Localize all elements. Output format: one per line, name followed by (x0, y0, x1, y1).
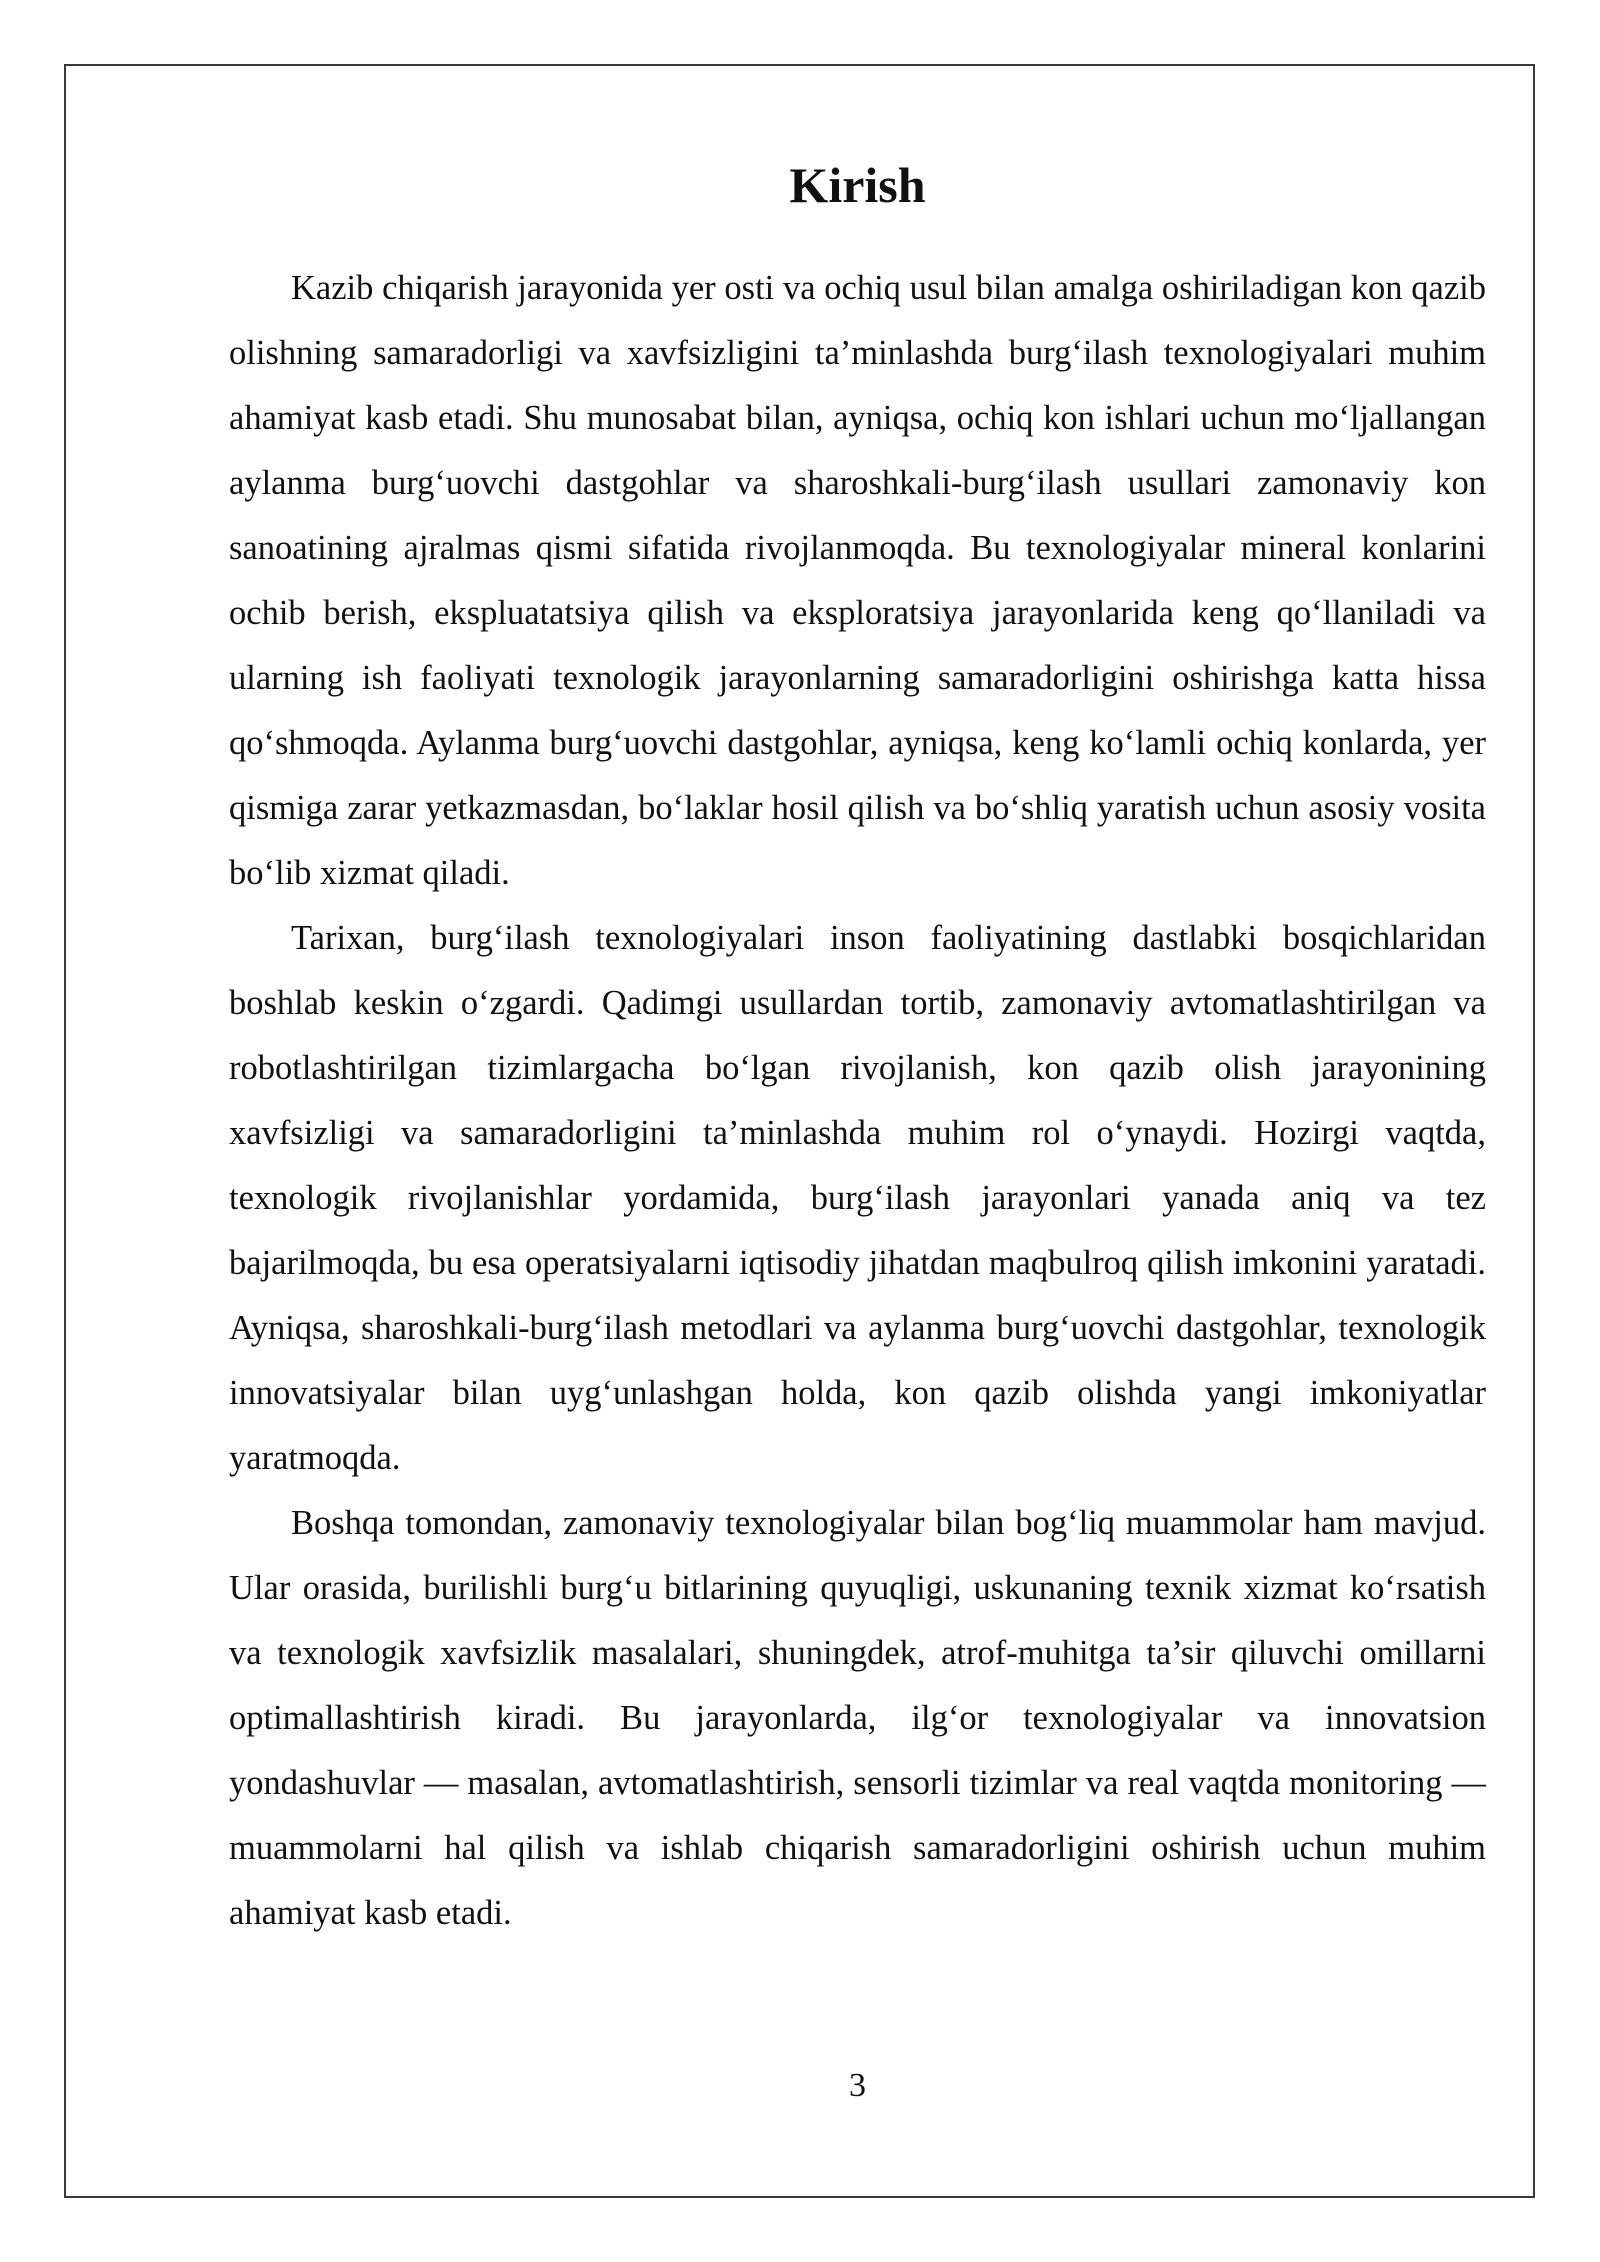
page-title: Kirish (789, 157, 926, 213)
page-content (229, 148, 1486, 1946)
paragraph-3: Boshqa tomondan, zamonaviy texnologiyalar bilan bog‘liq muammolar ham mavjud. Ular orasida, burilishli burg‘u bitlarining quyuqligi, uskunaning texnik xizmat ko‘rsatish va texnologik xavfsizlik masalalari, shuningdek, atrof-muhitga ta’sir qiluvchi omillarni optimallashtirish kiradi. Bu jarayonlarda, ilg‘or texnologiyalar va innovatsion yondashuvlar — masalan, avtomatlashtirish, sensorli tizimlar va real vaqtda monitoring — muammolarni hal qilish va ishlab chiqarish samaradorligini oshirish uchun muhim ahamiyat kasb etadi. (229, 1504, 1486, 1932)
paragraph-1: Kazib chiqarish jarayonida yer osti va ochiq usul bilan amalga oshiriladigan kon qazib olishning samaradorligi va xavfsizligini ta’minlashda burg‘ilash texnologiyalari muhim ahamiyat kasb etadi. Shu munosabat bilan, ayniqsa, ochiq kon ishlari uchun mo‘ljallangan aylanma burg‘uovchi dastgohlar va sharoshkali-burg‘ilash usullari zamonaviy kon sanoatining ajralmas qismi sifatida rivojlanmoqda. Bu texnologiyalar mineral konlarini ochib berish, ekspluatatsiya qilish va eksploratsiya jarayonlarida keng qo‘llaniladi va ularning ish faoliyati texnologik jarayonlarning samaradorligini oshirishga katta hissa qo‘shmoqda. Aylanma burg‘uovchi dastgohlar, ayniqsa, keng ko‘lamli ochiq konlarda, yer qismiga zarar yetkazmasdan, bo‘laklar hosil qilish va bo‘shliq yaratish uchun asosiy vosita bo‘lib xizmat qiladi. (229, 269, 1486, 892)
page-number: 3 (849, 2067, 866, 2104)
paragraph-2: Tarixan, burg‘ilash texnologiyalari inson faoliyatining dastlabki bosqichlaridan boshlab keskin o‘zgardi. Qadimgi usullardan tortib, zamonaviy avtomatlashtirilgan va robotlashtirilgan tizimlargacha bo‘lgan rivojlanish, kon qazib olish jarayonining xavfsizligi va samaradorligini ta’minlashda muhim rol o‘ynaydi. Hozirgi vaqtda, texnologik rivojlanishlar yordamida, burg‘ilash jarayonlari yanada aniq va tez bajarilmoqda, bu esa operatsiyalarni iqtisodiy jihatdan maqbulroq qilish imkonini yaratadi. Ayniqsa, sharoshkali-burg‘ilash metodlari va aylanma burg‘uovchi dastgohlar, texnologik innovatsiyalar bilan uyg‘unlashgan holda, kon qazib olishda yangi imkoniyatlar yaratmoqda. (229, 919, 1486, 1477)
